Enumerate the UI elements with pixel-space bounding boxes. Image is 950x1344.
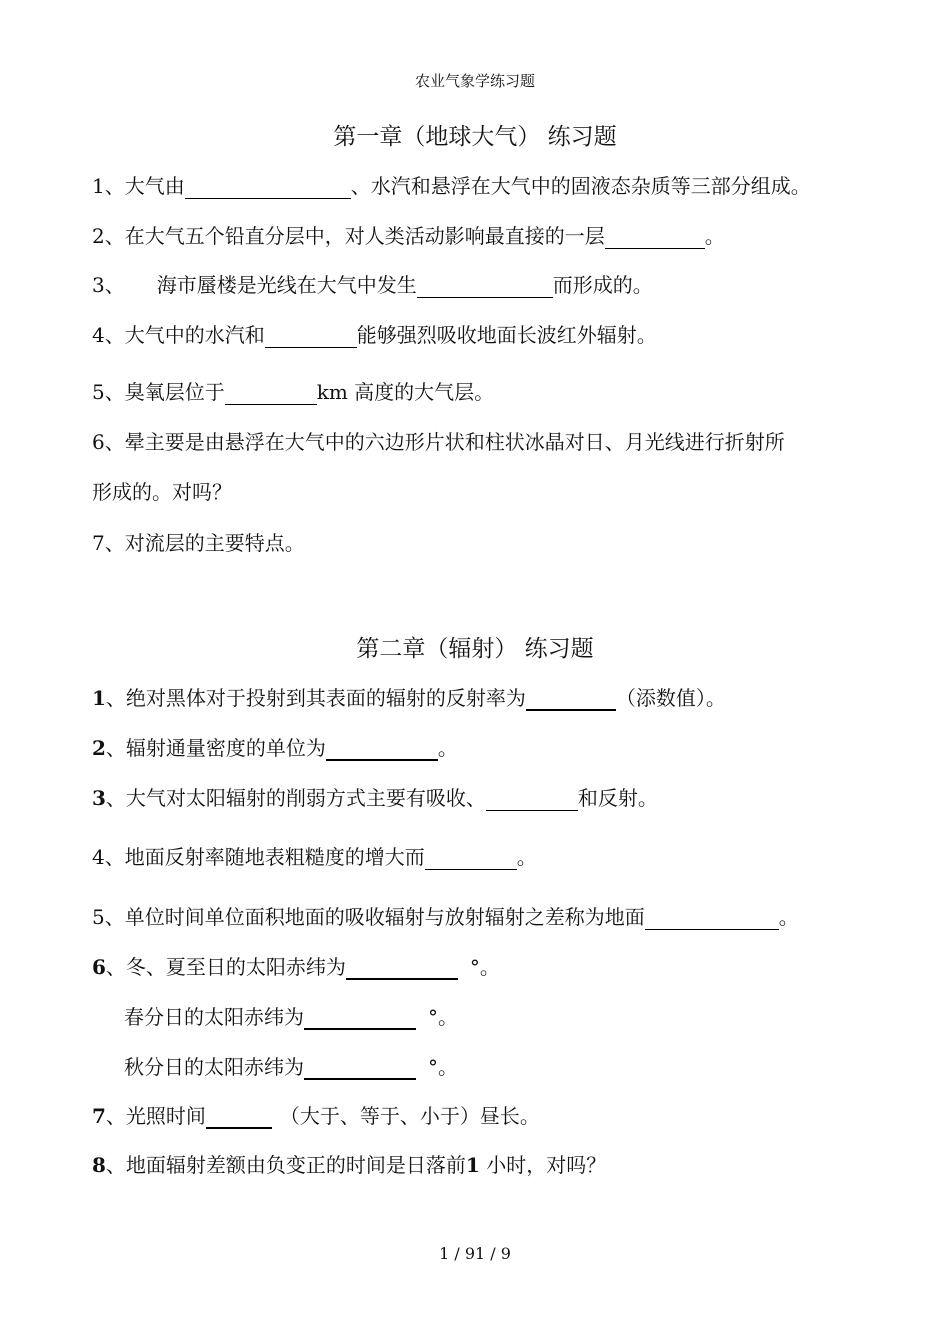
chapter2-title: 第二章（辐射） 练习题: [356, 636, 594, 662]
question-number: 7、: [92, 531, 125, 555]
question-text: 而形成的。: [552, 273, 653, 297]
question-number: 2: [92, 736, 106, 760]
question-text: 地面辐射差额由负变正的时间是日落前: [125, 1153, 466, 1177]
question-text: 大气对太阳辐射的削弱方式主要有吸收、: [125, 786, 486, 810]
question-text: 辐射通量密度的单位为: [125, 736, 326, 760]
question-text: 春分日的太阳赤纬为: [124, 1005, 304, 1029]
ch2-question-6-spring: [124, 1003, 458, 1031]
ch2-question-4: [92, 843, 537, 871]
question-number: 5、: [92, 905, 125, 929]
question-number: 8: [92, 1153, 106, 1177]
ch1-question-7: [92, 529, 305, 557]
question-text: 晕主要是由悬浮在大气中的六边形片状和柱状冰晶对日、月光线进行折射所: [124, 430, 785, 454]
question-text: 大气中的水汽和: [124, 323, 265, 347]
ch1-question-1: [92, 172, 811, 200]
question-number: 4、: [92, 845, 125, 869]
question-text: 形成的。对吗？: [92, 480, 232, 504]
chapter1-title: 第一章（地球大气） 练习题: [333, 124, 617, 150]
answer-blank[interactable]: [486, 788, 578, 811]
answer-blank[interactable]: [425, 847, 517, 870]
page-number: 1 / 91 / 9: [439, 1244, 511, 1263]
ch2-question-3: 3、大气对太阳辐射的削弱方式主要有吸收、 和反射。: [92, 786, 658, 810]
question-text: 和反射。: [577, 786, 658, 810]
question-text: 对流层的主要特点。: [124, 531, 305, 555]
answer-blank[interactable]: [526, 687, 616, 711]
ch2-question-5: [92, 903, 799, 931]
question-text: km 高度的大气层。: [316, 380, 495, 404]
question-number: 3、: [92, 273, 125, 297]
question-text: 。: [778, 905, 799, 929]
question-text: 光照时间: [125, 1104, 206, 1128]
question-text: 臭氧层位于: [124, 380, 225, 404]
answer-blank[interactable]: [185, 176, 351, 199]
question-text: 。: [516, 845, 537, 869]
question-number: 6、: [92, 430, 125, 454]
ch1-question-2: [92, 222, 725, 250]
answer-blank[interactable]: [645, 907, 779, 930]
question-text: 、水汽和悬浮在大气中的固液态杂质等三部分组成。: [350, 174, 811, 198]
question-number: 2、: [92, 224, 125, 248]
question-text: 地面反射率随地表粗糙度的增大而: [124, 845, 425, 869]
question-text: 海市蜃楼是光线在大气中发生: [156, 273, 417, 297]
ch1-question-6: [92, 428, 785, 456]
answer-blank[interactable]: [346, 956, 458, 980]
question-text: 小时，对吗？: [479, 1153, 607, 1177]
answer-blank[interactable]: [417, 275, 553, 298]
question-text: °。: [428, 1005, 458, 1029]
question-text: °。: [469, 955, 500, 979]
question-text: 单位时间单位面积地面的吸收辐射与放射辐射之差称为地面: [124, 905, 645, 929]
question-text: 。: [704, 224, 725, 248]
answer-blank[interactable]: [225, 382, 317, 405]
running-header: 农业气象学练习题: [414, 72, 535, 90]
question-text: （添数值）。: [615, 686, 726, 710]
answer-blank[interactable]: [304, 1006, 416, 1030]
ch2-question-2: 2、辐射通量密度的单位为 。: [92, 736, 458, 760]
ch1-question-3: [92, 271, 653, 299]
question-text: 。: [437, 736, 458, 760]
question-number: 1: [92, 686, 106, 710]
question-text: 在大气五个铅直分层中，对人类活动影响最直接的一层: [124, 224, 605, 248]
ch1-question-4: [92, 321, 657, 349]
answer-blank[interactable]: [605, 226, 705, 249]
question-number: 6: [92, 955, 106, 979]
ch2-question-6: 6、冬、夏至日的太阳赤纬为 °。: [92, 955, 500, 979]
ch2-question-6-autumn: [124, 1053, 458, 1081]
answer-blank[interactable]: [265, 325, 357, 348]
question-text: 大气由: [124, 174, 185, 198]
question-text: °。: [428, 1055, 458, 1079]
question-text: 能够强烈吸收地面长波红外辐射。: [356, 323, 657, 347]
ch1-question-6-continued: [92, 478, 232, 506]
answer-blank[interactable]: [304, 1056, 416, 1080]
question-text: （大于、等于、小于）昼长。: [279, 1104, 540, 1128]
question-number: 5、: [92, 380, 125, 404]
answer-blank[interactable]: [326, 737, 438, 761]
question-number: 7: [92, 1104, 106, 1128]
question-number: 1、: [92, 174, 125, 198]
question-number: 3: [92, 786, 106, 810]
answer-blank[interactable]: [206, 1105, 272, 1129]
question-text: 冬、夏至日的太阳赤纬为: [125, 955, 346, 979]
ch2-question-8: 8、地面辐射差额由负变正的时间是日落前1 小时，对吗？: [92, 1153, 607, 1177]
question-text: 秋分日的太阳赤纬为: [124, 1055, 304, 1079]
question-number: 4、: [92, 323, 125, 347]
ch2-question-7: 7、光照时间 （大于、等于、小于）昼长。: [92, 1104, 540, 1128]
question-text: 绝对黑体对于投射到其表面的辐射的反射率为: [125, 686, 526, 710]
ch2-question-1: 1、绝对黑体对于投射到其表面的辐射的反射率为 （添数值）。: [92, 686, 726, 710]
ch1-question-5: [92, 378, 494, 406]
